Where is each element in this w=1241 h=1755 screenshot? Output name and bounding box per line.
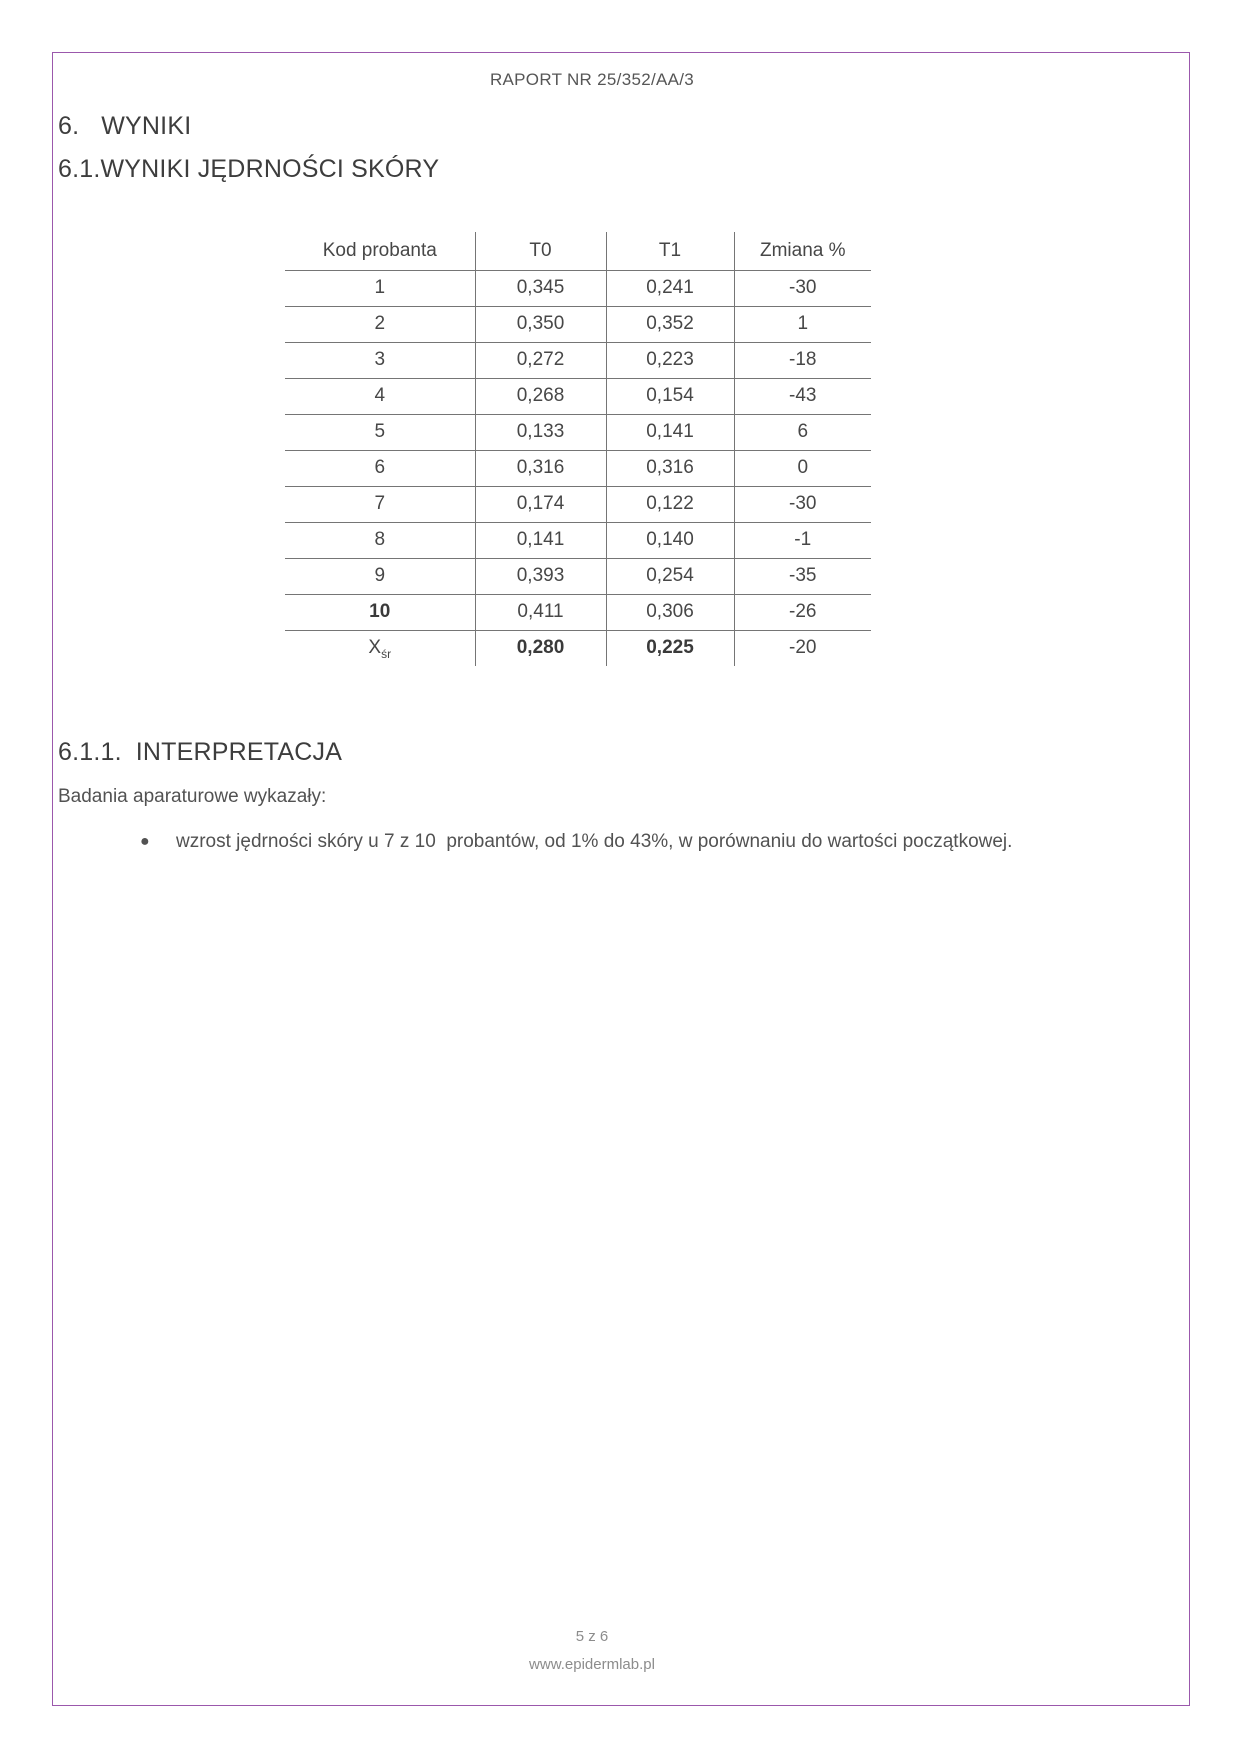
cell-kod: 2 [374, 313, 386, 334]
cell-zmiana: -35 [734, 558, 871, 594]
section-title: WYNIKI JĘDRNOŚCI SKÓRY [100, 155, 440, 183]
interpretation-intro: Badania aparaturowe wykazały: [58, 786, 327, 807]
header-t0: T0 [475, 232, 606, 270]
cell-t1: 0,223 [606, 342, 734, 378]
cell-kod-mean [285, 630, 475, 666]
table-row [285, 378, 871, 414]
cell-zmiana: -1 [734, 522, 871, 558]
cell-t1: 0,225 [606, 630, 734, 666]
table-row [285, 594, 871, 630]
cell-t1: 0,154 [606, 378, 734, 414]
table-row [285, 270, 871, 306]
cell-kod: 7 [374, 493, 386, 514]
section-number: 6.1.1. [58, 738, 122, 766]
results-table-container [285, 232, 871, 666]
section-title: INTERPRETACJA [135, 738, 343, 766]
interpretation-bullet-item [140, 830, 1090, 854]
report-header: RAPORT NR 25/352/AA/3 [489, 70, 695, 89]
cell-t1: 0,316 [606, 450, 734, 486]
table-row [285, 558, 871, 594]
mean-symbol: X [368, 637, 382, 659]
cell-kod: 4 [374, 385, 386, 406]
cell-zmiana: -18 [734, 342, 871, 378]
page-number: 5 z 6 [575, 1628, 609, 1645]
table-row [285, 342, 871, 378]
cell-zmiana: 0 [734, 450, 871, 486]
cell-zmiana: -43 [734, 378, 871, 414]
table-row [285, 306, 871, 342]
bullet-text: wzrost jędrności skóry u 7 z 10 probantów, od 1% do 43%, w porównaniu do wartości początkowej. [176, 831, 1013, 852]
cell-kod: 9 [374, 565, 386, 586]
website-url: www.epidermlab.pl [529, 1656, 655, 1673]
table-row [285, 522, 871, 558]
cell-kod: 5 [374, 421, 386, 442]
cell-zmiana: -26 [734, 594, 871, 630]
cell-t1: 0,141 [606, 414, 734, 450]
cell-kod: 3 [374, 349, 386, 370]
section-heading-wyniki-jedrnosci [58, 155, 439, 184]
table-row [285, 486, 871, 522]
section-title: WYNIKI [101, 112, 192, 140]
cell-t0: 0,141 [475, 522, 606, 558]
cell-t0: 0,133 [475, 414, 606, 450]
header-t1: T1 [606, 232, 734, 270]
section-heading-interpretacja [58, 738, 342, 767]
cell-t1: 0,241 [606, 270, 734, 306]
cell-t1: 0,352 [606, 306, 734, 342]
cell-zmiana: -30 [734, 486, 871, 522]
page-content [58, 0, 1126, 1755]
section-number: 6. [58, 112, 80, 140]
section-number: 6.1. [58, 155, 101, 183]
mean-subscript: śr [381, 647, 392, 662]
cell-zmiana: 1 [734, 306, 871, 342]
cell-t0: 0,316 [475, 450, 606, 486]
cell-t1: 0,140 [606, 522, 734, 558]
cell-t0: 0,174 [475, 486, 606, 522]
table-row [285, 450, 871, 486]
cell-t0: 0,345 [475, 270, 606, 306]
cell-t1: 0,306 [606, 594, 734, 630]
table-header-row [285, 232, 871, 270]
cell-t0: 0,280 [475, 630, 606, 666]
section-heading-wyniki [58, 112, 191, 141]
bullet-icon: ● [140, 833, 150, 850]
cell-zmiana: -30 [734, 270, 871, 306]
cell-t0: 0,393 [475, 558, 606, 594]
cell-t0: 0,272 [475, 342, 606, 378]
table-row [285, 414, 871, 450]
cell-kod: 1 [374, 277, 386, 298]
cell-t1: 0,122 [606, 486, 734, 522]
cell-kod: 6 [374, 457, 386, 478]
cell-zmiana: -20 [734, 630, 871, 666]
cell-t0: 0,350 [475, 306, 606, 342]
cell-t0: 0,411 [475, 594, 606, 630]
cell-zmiana: 6 [734, 414, 871, 450]
cell-t1: 0,254 [606, 558, 734, 594]
header-kod-probanta: Kod probanta [322, 239, 437, 261]
table-summary-row [285, 630, 871, 666]
cell-kod: 10 [369, 601, 391, 622]
results-table [285, 232, 871, 666]
cell-kod: 8 [374, 529, 386, 550]
header-zmiana: Zmiana % [734, 232, 871, 270]
cell-t0: 0,268 [475, 378, 606, 414]
